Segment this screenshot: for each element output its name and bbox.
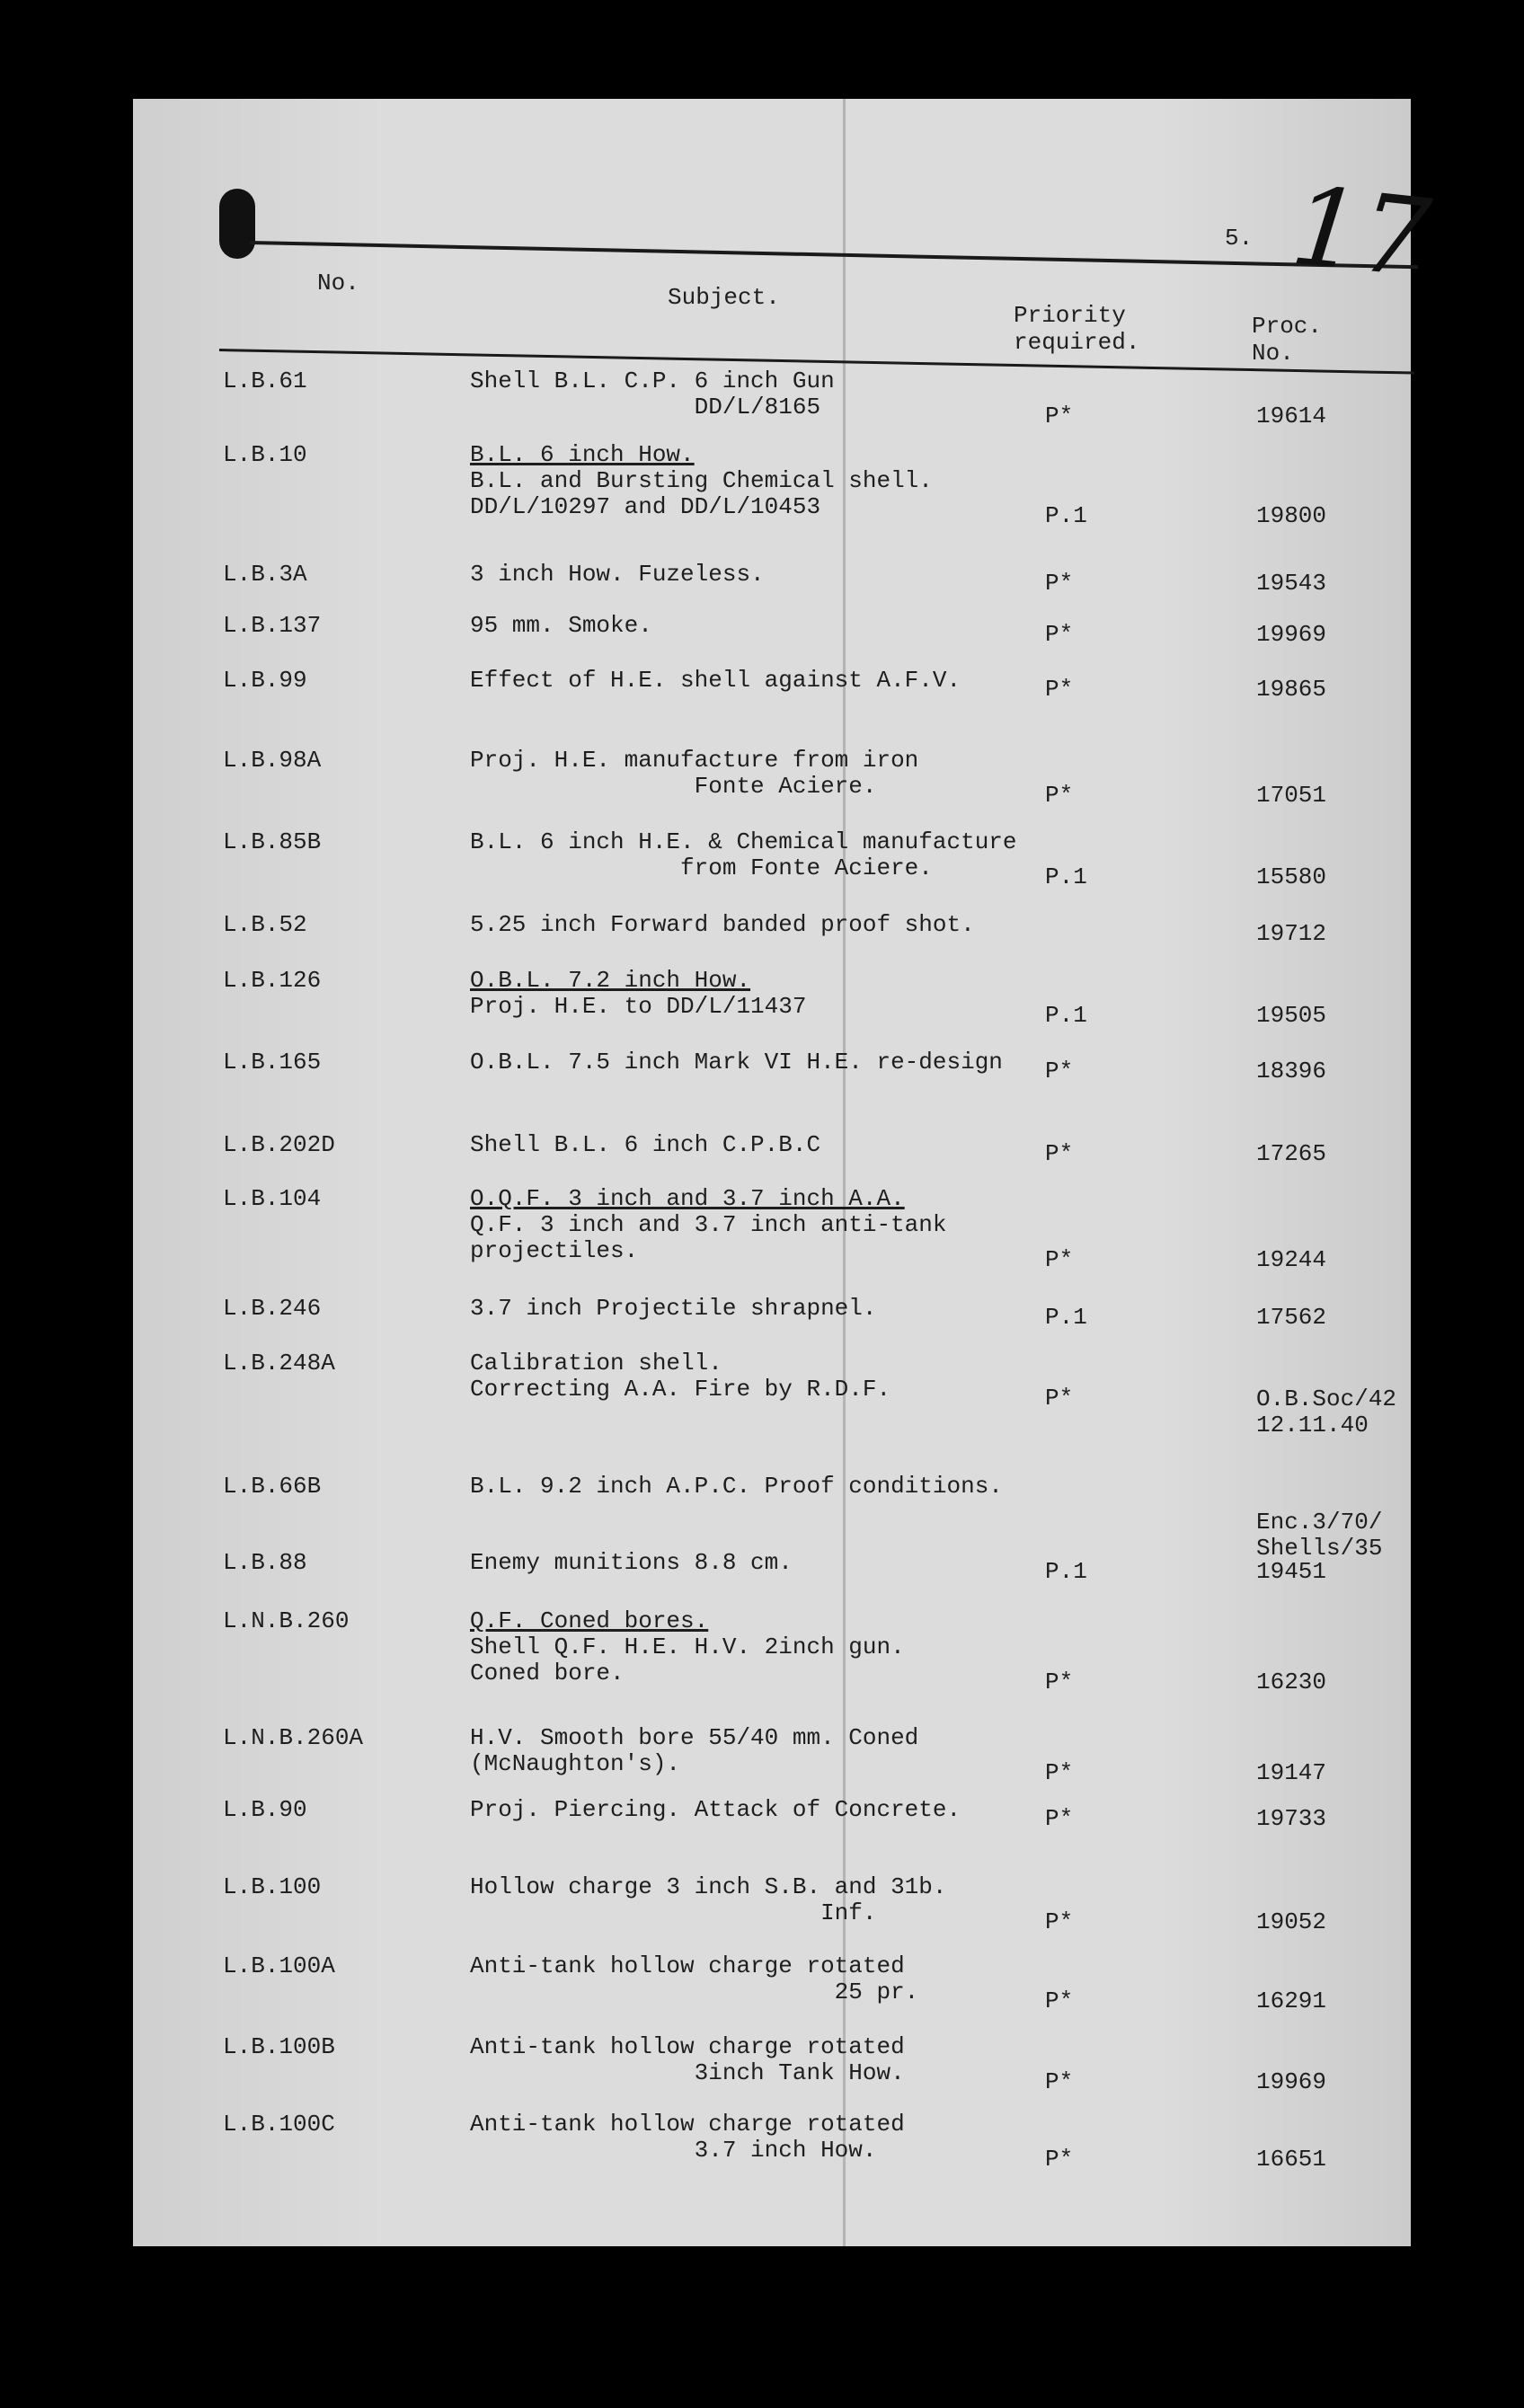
proc-line: 19451 xyxy=(1256,1558,1327,1585)
subject-line: B.L. 6 inch H.E. & Chemical manufacture xyxy=(470,828,1017,855)
subject-line: Proj. H.E. manufacture from iron xyxy=(470,747,919,774)
subject-line: H.V. Smooth bore 55/40 mm. Coned xyxy=(470,1724,919,1751)
entry-number: L.B.90 xyxy=(223,1796,307,1823)
subject-line: Shell Q.F. H.E. H.V. 2inch gun. xyxy=(470,1633,905,1660)
priority-marker: P* xyxy=(1045,676,1074,703)
priority-marker: P.1 xyxy=(1045,1304,1087,1331)
proc-number xyxy=(1256,1305,1326,1331)
proc-number xyxy=(1256,1509,1382,1562)
entry-subject xyxy=(470,1550,793,1576)
priority-marker: P* xyxy=(1045,1987,1074,2014)
proc-number xyxy=(1256,1141,1326,1167)
priority-marker: P* xyxy=(1045,1140,1074,1167)
proc-line: 19147 xyxy=(1256,1759,1327,1786)
proc-line: 19800 xyxy=(1256,502,1327,529)
subject-line: 3.7 inch Projectile shrapnel. xyxy=(470,1295,877,1322)
entry-number: L.B.98A xyxy=(223,747,322,774)
proc-line: 19543 xyxy=(1256,570,1327,597)
subject-line: Anti-tank hollow charge rotated xyxy=(470,2033,905,2060)
entry-number: L.B.99 xyxy=(223,667,307,694)
entry-number: L.B.104 xyxy=(223,1185,322,1212)
header-priority-line1: Priority xyxy=(1014,302,1126,329)
priority-marker: P.1 xyxy=(1045,502,1087,529)
subject-line: Q.F. 3 inch and 3.7 inch anti-tank xyxy=(470,1211,947,1238)
proc-line: 19865 xyxy=(1256,676,1327,703)
entry-number: L.B.61 xyxy=(223,367,307,394)
subject-line: Calibration shell. xyxy=(470,1350,722,1377)
proc-number xyxy=(1256,1806,1326,1832)
proc-line: 17265 xyxy=(1256,1140,1327,1167)
entry-number: L.N.B.260 xyxy=(223,1607,350,1634)
entry-subject xyxy=(470,1132,820,1158)
proc-number xyxy=(1256,2147,1326,2173)
proc-line: 16651 xyxy=(1256,2146,1327,2173)
entry-subject xyxy=(470,2111,905,2164)
priority-marker: P.1 xyxy=(1045,1002,1087,1029)
proc-number xyxy=(1256,864,1326,890)
entry-subject xyxy=(470,1797,961,1823)
proc-line: 18396 xyxy=(1256,1058,1327,1084)
subject-line: Proj. Piercing. Attack of Concrete. xyxy=(470,1796,961,1823)
header-subject: Subject. xyxy=(668,284,780,311)
entry-number: L.B.100 xyxy=(223,1873,322,1900)
proc-line: 19712 xyxy=(1256,920,1327,947)
subject-line: Coned bore. xyxy=(470,1660,625,1686)
entry-number: L.B.85B xyxy=(223,828,322,855)
proc-line: 15580 xyxy=(1256,863,1327,890)
entry-subject xyxy=(470,1608,905,1686)
entry-subject xyxy=(470,368,835,421)
proc-number xyxy=(1256,921,1326,947)
header-proc xyxy=(1252,313,1322,367)
header-proc-line1: Proc. xyxy=(1252,313,1323,340)
proc-number xyxy=(1256,1003,1326,1029)
entry-subject xyxy=(470,442,933,520)
proc-number xyxy=(1256,503,1326,529)
proc-number xyxy=(1256,783,1326,809)
subject-line: (McNaughton's). xyxy=(470,1750,681,1777)
priority-marker: P* xyxy=(1045,1669,1074,1695)
entry-number: L.B.88 xyxy=(223,1549,307,1576)
proc-number xyxy=(1256,1669,1326,1695)
subject-line: O.B.L. 7.5 inch Mark VI H.E. re-design xyxy=(470,1049,1003,1076)
header-no: No. xyxy=(317,270,359,297)
entry-subject xyxy=(470,668,961,694)
subject-line: O.B.L. 7.2 inch How. xyxy=(470,967,751,994)
entry-subject xyxy=(470,613,652,639)
subject-line: Fonte Aciere. xyxy=(470,773,877,800)
priority-marker: P* xyxy=(1045,2146,1074,2173)
subject-line: B.L. 6 inch How. xyxy=(470,441,695,468)
proc-line: 19244 xyxy=(1256,1246,1327,1273)
subject-line: from Fonte Aciere. xyxy=(470,854,933,881)
entry-subject xyxy=(470,912,975,938)
folio-stamp: 17 xyxy=(1286,164,1436,303)
proc-line: 16230 xyxy=(1256,1669,1327,1695)
entry-subject xyxy=(470,1725,918,1777)
subject-line: Proj. H.E. to DD/L/11437 xyxy=(470,993,807,1020)
subject-line: Inf. xyxy=(470,1899,877,1926)
priority-marker: P* xyxy=(1045,403,1074,429)
proc-number xyxy=(1256,1760,1326,1786)
entry-number: L.B.137 xyxy=(223,612,322,639)
entry-subject xyxy=(470,1474,1003,1500)
subject-line: Q.F. Coned bores. xyxy=(470,1607,709,1634)
entry-number: L.B.248A xyxy=(223,1350,335,1377)
proc-number xyxy=(1256,571,1326,597)
proc-number xyxy=(1256,1909,1326,1935)
proc-number xyxy=(1256,1058,1326,1084)
priority-marker: P* xyxy=(1045,1058,1074,1084)
proc-line: Shells/35 xyxy=(1256,1535,1383,1562)
subject-line: 3.7 inch How. xyxy=(470,2137,877,2164)
proc-line: 19733 xyxy=(1256,1805,1327,1832)
entry-number: L.N.B.260A xyxy=(223,1724,364,1751)
proc-line: 19505 xyxy=(1256,1002,1327,1029)
subject-line: Anti-tank hollow charge rotated xyxy=(470,1952,905,1979)
subject-line: 95 mm. Smoke. xyxy=(470,612,652,639)
subject-line: Shell B.L. 6 inch C.P.B.C xyxy=(470,1131,821,1158)
entry-number: L.B.202D xyxy=(223,1131,335,1158)
entry-number: L.B.52 xyxy=(223,911,307,938)
subject-line: Enemy munitions 8.8 cm. xyxy=(470,1549,793,1576)
proc-line: 16291 xyxy=(1256,1987,1327,2014)
page-number: 5. xyxy=(1225,225,1254,252)
proc-line: 19614 xyxy=(1256,403,1327,429)
entry-number: L.B.100A xyxy=(223,1952,335,1979)
entry-subject xyxy=(470,1874,947,1926)
header-priority-line2: required. xyxy=(1014,329,1140,356)
proc-number xyxy=(1256,403,1326,429)
subject-line: O.Q.F. 3 inch and 3.7 inch A.A. xyxy=(470,1185,905,1212)
subject-line: Correcting A.A. Fire by R.D.F. xyxy=(470,1376,891,1403)
entry-subject xyxy=(470,1186,947,1264)
entry-subject xyxy=(470,748,918,800)
priority-marker: P* xyxy=(1045,2068,1074,2095)
subject-line: Shell B.L. C.P. 6 inch Gun xyxy=(470,367,835,394)
entry-number: L.B.10 xyxy=(223,441,307,468)
proc-line: 19969 xyxy=(1256,621,1327,648)
proc-line: Enc.3/70/ xyxy=(1256,1509,1383,1536)
priority-marker: P.1 xyxy=(1045,863,1087,890)
proc-line: 17562 xyxy=(1256,1304,1327,1331)
entry-number: L.B.126 xyxy=(223,967,322,994)
entry-number: L.B.246 xyxy=(223,1295,322,1322)
document-page xyxy=(133,99,1436,2246)
entry-number: L.B.66B xyxy=(223,1473,322,1500)
proc-number xyxy=(1256,2069,1326,2095)
proc-number xyxy=(1256,677,1326,703)
subject-line: B.L. 9.2 inch A.P.C. Proof conditions. xyxy=(470,1473,1003,1500)
entry-subject xyxy=(470,562,765,588)
subject-line: Effect of H.E. shell against A.F.V. xyxy=(470,667,961,694)
subject-line: Hollow charge 3 inch S.B. and 31b. xyxy=(470,1873,947,1900)
proc-line: 19969 xyxy=(1256,2068,1327,2095)
proc-number xyxy=(1256,622,1326,648)
entry-subject xyxy=(470,1296,876,1322)
proc-line: 12.11.40 xyxy=(1256,1412,1369,1439)
subject-line: 3inch Tank How. xyxy=(470,2059,905,2086)
priority-marker: P* xyxy=(1045,1805,1074,1832)
subject-line: DD/L/8165 xyxy=(470,394,821,421)
subject-line: projectiles. xyxy=(470,1237,639,1264)
entry-number: L.B.165 xyxy=(223,1049,322,1076)
priority-marker: P* xyxy=(1045,1908,1074,1935)
entry-subject xyxy=(470,968,806,1020)
entry-subject xyxy=(470,829,1017,881)
priority-marker: P* xyxy=(1045,1759,1074,1786)
priority-marker: P* xyxy=(1045,782,1074,809)
proc-line: O.B.Soc/42 xyxy=(1256,1385,1397,1412)
priority-marker: P.1 xyxy=(1045,1558,1087,1585)
entry-subject xyxy=(470,1953,918,2005)
header-priority xyxy=(1014,302,1139,356)
subject-line: 5.25 inch Forward banded proof shot. xyxy=(470,911,975,938)
subject-line: DD/L/10297 and DD/L/10453 xyxy=(470,493,821,520)
proc-number xyxy=(1256,1386,1396,1439)
subject-line: B.L. and Bursting Chemical shell. xyxy=(470,467,933,494)
punch-hole xyxy=(219,189,255,259)
priority-marker: P* xyxy=(1045,570,1074,597)
subject-line: Anti-tank hollow charge rotated xyxy=(470,2111,905,2138)
entry-number: L.B.3A xyxy=(223,561,307,588)
proc-line: 17051 xyxy=(1256,782,1327,809)
proc-number xyxy=(1256,1988,1326,2014)
proc-number xyxy=(1256,1559,1326,1585)
entry-subject xyxy=(470,2034,905,2086)
priority-marker: P* xyxy=(1045,1385,1074,1412)
entry-number: L.B.100C xyxy=(223,2111,335,2138)
proc-number xyxy=(1256,1247,1326,1273)
entry-subject xyxy=(470,1049,1003,1076)
subject-line: 3 inch How. Fuzeless. xyxy=(470,561,765,588)
entry-number: L.B.100B xyxy=(223,2033,335,2060)
subject-line: 25 pr. xyxy=(470,1979,919,2005)
proc-line: 19052 xyxy=(1256,1908,1327,1935)
entry-subject xyxy=(470,1350,890,1403)
priority-marker: P* xyxy=(1045,621,1074,648)
header-proc-line2: No. xyxy=(1252,340,1294,367)
priority-marker: P* xyxy=(1045,1246,1074,1273)
